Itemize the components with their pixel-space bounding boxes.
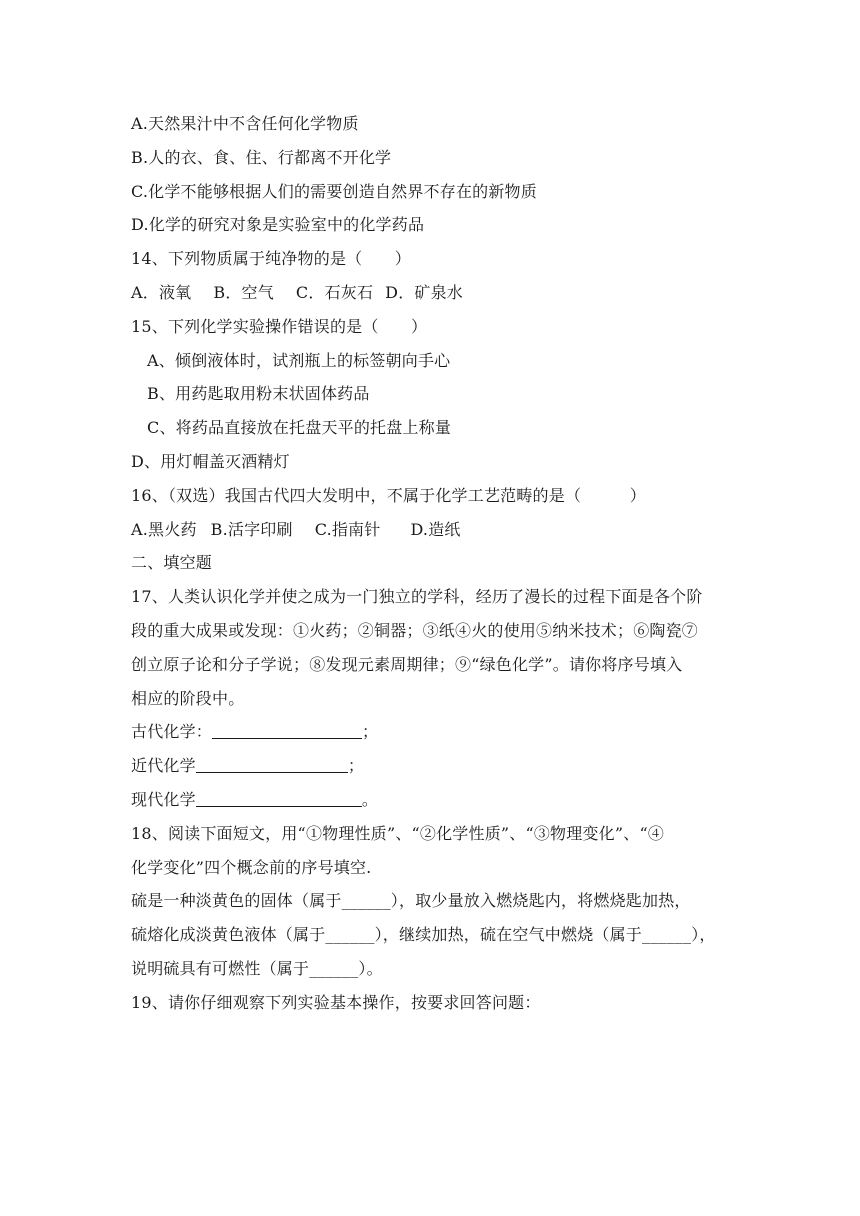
q14-option-b: B．空气 <box>213 282 274 302</box>
q16-stem: 16、（双选）我国古代四大发明中，不属于化学工艺范畴的是（ ） <box>131 485 646 505</box>
q18-line-4: 硫熔化成淡黄色液体（属于______），继续加热，硫在空气中燃烧（属于______）， <box>131 925 716 945</box>
q17-contemporary-blank[interactable] <box>196 786 362 807</box>
q14-options <box>131 276 731 310</box>
q17-modern-end: ； <box>347 756 365 776</box>
q17-line-4: 相应的阶段中。 <box>131 688 245 708</box>
q13-option-b: B.人的衣、食、住、行都离不开化学 <box>131 147 392 167</box>
q17-contemporary-end: 。 <box>361 789 379 809</box>
q17-modern-row <box>131 749 731 783</box>
exam-page <box>131 107 731 1020</box>
q15-option-c: C、将药品直接放在托盘天平的托盘上称量 <box>147 418 452 438</box>
q17-ancient-row <box>131 715 731 749</box>
q17-ancient-label: 古代化学： <box>131 722 213 742</box>
q13-option-d: D.化学的研究对象是实验室中的化学药品 <box>131 215 425 235</box>
q19-stem: 19、请你仔细观察下列实验基本操作，按要求回答问题： <box>131 992 541 1012</box>
q18-line-2: 化学变化”四个概念前的序号填空. <box>131 857 372 877</box>
q16-option-a: A.黑火药 <box>131 519 197 539</box>
q14-stem: 14、下列物质属于纯净物的是（ ） <box>131 249 411 269</box>
q18-line-3: 硫是一种淡黄色的固体（属于______），取少量放入燃烧匙内，将燃烧匙加热， <box>131 891 691 911</box>
q13-option-a: A.天然果汁中不含任何化学物质 <box>131 114 359 133</box>
q17-modern-blank[interactable] <box>196 752 348 773</box>
section-fill-in-title: 二、填空题 <box>131 553 213 573</box>
q17-line-2: 段的重大成果或发现：①火药；②铜器；③纸④火的使用⑤纳米技术；⑥陶瓷⑦ <box>131 620 699 640</box>
q16-options <box>131 513 731 547</box>
q16-option-d: D.造纸 <box>410 519 461 539</box>
q17-contemporary-label: 现代化学 <box>131 789 196 809</box>
q16-option-c: C.指南针 <box>314 519 381 539</box>
q16-option-b: B.活字印刷 <box>210 519 293 539</box>
q14-option-c: C．石灰石 <box>295 282 374 302</box>
q17-contemporary-row <box>131 783 731 817</box>
q13-option-c: C.化学不能够根据人们的需要创造自然界不存在的新物质 <box>131 181 537 201</box>
q17-ancient-end: ； <box>362 722 379 742</box>
q17-ancient-blank[interactable] <box>212 718 362 739</box>
q17-line-3: 创立原子论和分子学说；⑧发现元素周期律；⑨“绿色化学”。请你将序号填入 <box>131 654 683 674</box>
q15-option-a: A、倾倒液体时，试剂瓶上的标签朝向手心 <box>147 350 451 370</box>
q17-line-1: 17、人类认识化学并使之成为一门独立的学科，经历了漫长的过程下面是各个阶 <box>131 587 703 607</box>
q14-option-a: A．液氧 <box>131 282 192 302</box>
q15-option-d: D、用灯帽盖灭酒精灯 <box>131 451 290 471</box>
q18-line-5: 说明硫具有可燃性（属于______）。 <box>131 958 383 978</box>
q14-option-d: D．矿泉水 <box>385 282 464 302</box>
q15-option-b: B、用药匙取用粉末状固体药品 <box>147 384 370 404</box>
q18-line-1: 18、阅读下面短文，用“①物理性质”、“②化学性质”、“③物理变化”、“④ <box>131 823 665 843</box>
q17-modern-label: 近代化学 <box>131 756 196 776</box>
q15-stem: 15、下列化学实验操作错误的是（ ） <box>131 316 428 336</box>
